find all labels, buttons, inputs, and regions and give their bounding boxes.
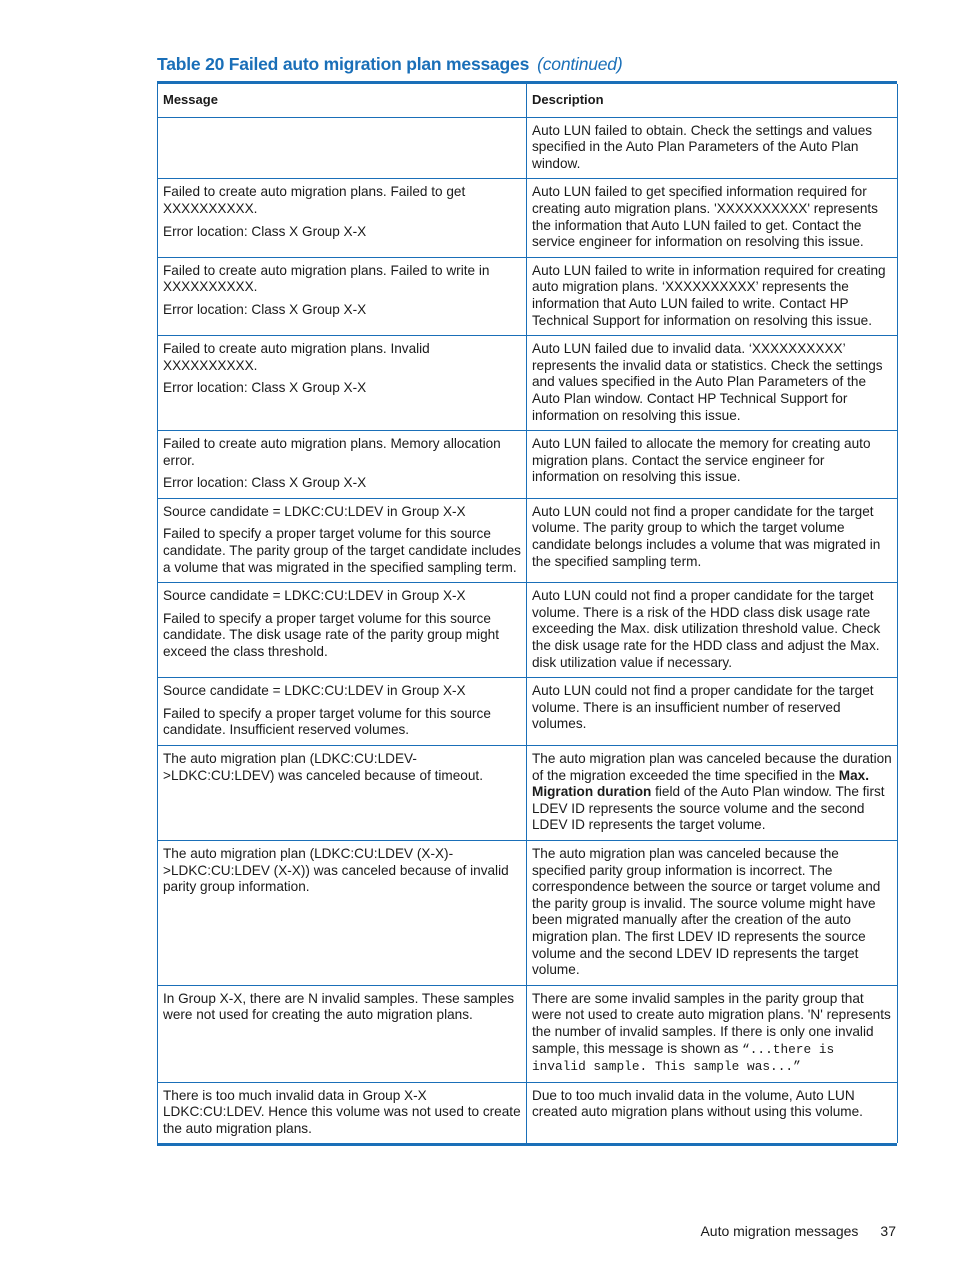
table-continued: (continued) xyxy=(537,54,623,74)
description-cell: Auto LUN failed to get specified information required for creating auto migration plans. 'XXXXXXXXXX' represents the information that Auto LUN failed to get. Contact the service engineer for information on resolving this issue. xyxy=(527,179,898,257)
description-cell: Due to too much invalid data in the volume, Auto LUN created auto migration plans without using this volume. xyxy=(527,1082,898,1143)
message-cell: There is too much invalid data in Group X-X LDKC:CU:LDEV. Hence this volume was not used to create the auto migration plans. xyxy=(158,1082,527,1143)
message-cell: Source candidate = LDKC:CU:LDEV in Group X-X Failed to specify a proper target volume for this source candidate. The disk usage rate of the parity group might exceed the class threshold. xyxy=(158,583,527,678)
table-row xyxy=(158,257,898,335)
table-row xyxy=(158,336,898,431)
table-row xyxy=(158,1082,898,1143)
description-cell: Auto LUN failed to write in information required for creating auto migration plans. ‘XXXXXXXXXX’ represents the information that Auto LUN failed to write. Contact HP Technical Support for information on resolving this issue. xyxy=(527,257,898,335)
messages-table-container xyxy=(157,81,897,1146)
message-cell: Failed to create auto migration plans. Failed to write in XXXXXXXXXX. Error location: Class X Group X-X xyxy=(158,257,527,335)
description-cell: Auto LUN failed to obtain. Check the settings and values specified in the Auto Plan Parameters of the Auto Plan window. xyxy=(527,117,898,179)
description-cell: Auto LUN could not find a proper candidate for the target volume. There is a risk of the HDD class disk usage rate exceeding the Max. disk utilization threshold value. Check the disk usage rate for the HDD class and adjust the Max. disk utilization value if necessary. xyxy=(527,583,898,678)
table-row xyxy=(158,498,898,582)
message-cell: Failed to create auto migration plans. Invalid XXXXXXXXXX. Error location: Class X Group X-X xyxy=(158,336,527,431)
description-cell: Auto LUN could not find a proper candidate for the target volume. The parity group to which the target volume candidate belongs includes a volume that was migrated in the specified sampling term. xyxy=(527,498,898,582)
message-cell: Source candidate = LDKC:CU:LDEV in Group X-X Failed to specify a proper target volume for this source candidate. The parity group of the target candidate includes a volume that was migrated in the specified sampling term. xyxy=(158,498,527,582)
message-cell: Source candidate = LDKC:CU:LDEV in Group X-X Failed to specify a proper target volume for this source candidate. Insufficient reserved volumes. xyxy=(158,678,527,746)
table-header-row xyxy=(158,84,898,117)
table-row xyxy=(158,179,898,257)
table-caption xyxy=(157,54,622,75)
message-cell: Failed to create auto migration plans. Memory allocation error. Error location: Class X Group X-X xyxy=(158,431,527,499)
table-row xyxy=(158,985,898,1082)
field-name-bold: Max. Migration duration xyxy=(532,767,870,800)
message-cell: The auto migration plan (LDKC:CU:LDEV (X-X)->LDKC:CU:LDEV (X-X)) was canceled because of invalid parity group information. xyxy=(158,840,527,985)
page-footer xyxy=(700,1223,896,1239)
table-row xyxy=(158,746,898,841)
sample-message-code: “...there is invalid sample. This sample was...” xyxy=(532,1041,835,1075)
header-description: Description xyxy=(527,84,898,117)
table-row xyxy=(158,840,898,985)
footer-section-title: Auto migration messages xyxy=(700,1223,859,1239)
table-row xyxy=(158,431,898,499)
message-cell: Failed to create auto migration plans. Failed to get XXXXXXXXXX. Error location: Class X Group X-X xyxy=(158,179,527,257)
description-cell: Auto LUN could not find a proper candidate for the target volume. There is an insufficient number of reserved volumes. xyxy=(527,678,898,746)
message-cell: In Group X-X, there are N invalid samples. These samples were not used for creating the auto migration plans. xyxy=(158,985,527,1082)
messages-table xyxy=(157,84,898,1143)
message-cell: The auto migration plan (LDKC:CU:LDEV->LDKC:CU:LDEV) was canceled because of timeout. xyxy=(158,746,527,841)
description-cell: The auto migration plan was canceled because the duration of the migration exceeded the time specified in the Max. Migration duration field of the Auto Plan window. The first LDEV ID represents the source volume and the second LDEV ID represents the target volume. xyxy=(527,746,898,841)
header-message: Message xyxy=(158,84,527,117)
description-cell: Auto LUN failed due to invalid data. ‘XXXXXXXXXX’ represents the invalid data or statistics. Check the settings and values specified in the Auto Plan Parameters of the Auto Plan window. Contact HP Technical Support for information on resolving this issue. xyxy=(527,336,898,431)
table-row xyxy=(158,678,898,746)
description-cell: There are some invalid samples in the parity group that were not used to create auto migration plans. 'N' represents the number of invalid samples. If there is only one invalid sample, this message is shown as “...there is invalid sample. This sample was...” xyxy=(527,985,898,1082)
page-number: 37 xyxy=(880,1223,896,1239)
table-title: Table 20 Failed auto migration plan messages xyxy=(157,54,530,74)
table-row xyxy=(158,583,898,678)
message-cell xyxy=(158,117,527,179)
description-cell: The auto migration plan was canceled because the specified parity group information is incorrect. The correspondence between the source or target volume and the parity group is invalid. The source volume might have been migrated manually after the creation of the auto migration plan. The first LDEV ID represents the source volume and the second LDEV ID represents the target volume. xyxy=(527,840,898,985)
description-cell: Auto LUN failed to allocate the memory for creating auto migration plans. Contact the service engineer for information on resolving this issue. xyxy=(527,431,898,499)
table-row xyxy=(158,117,898,179)
